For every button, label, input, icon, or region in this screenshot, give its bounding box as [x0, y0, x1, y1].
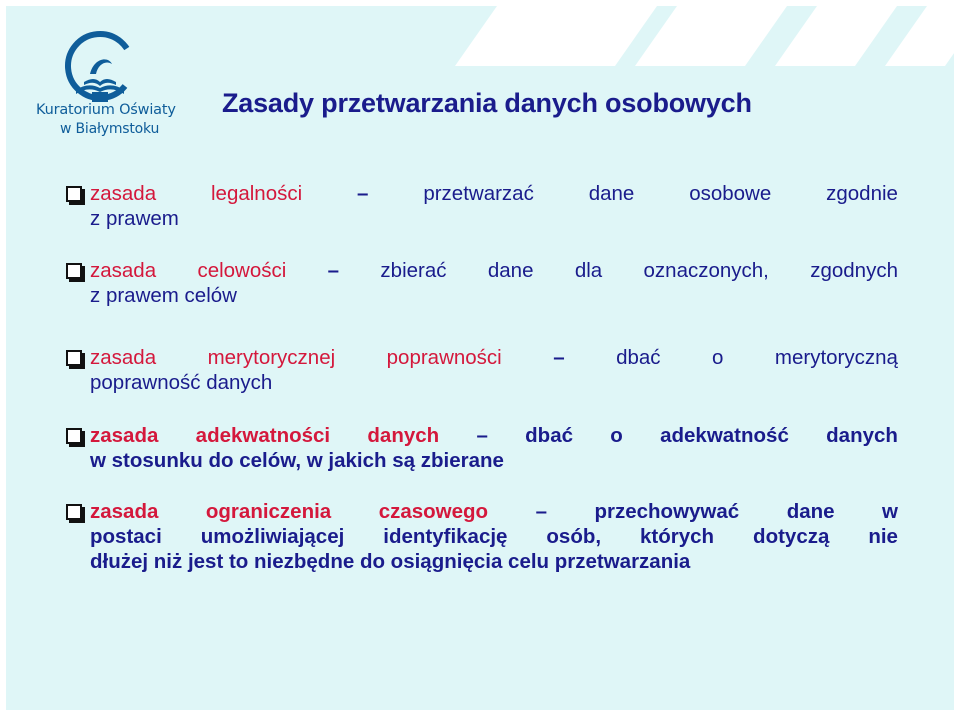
word: danych: [826, 424, 898, 447]
decorative-stripe: [775, 6, 897, 66]
word: których: [640, 525, 715, 548]
item-line: dłużej niż jest to niezbędne do osiągnięcia celu przetwarzania: [90, 550, 691, 573]
item-line: [90, 182, 898, 206]
checkbox-bullet-icon: [66, 428, 82, 444]
checkbox-bullet-icon: [66, 350, 82, 366]
word: merytoryczną: [774, 346, 898, 369]
word: celowości: [197, 259, 287, 282]
word: zbierać: [380, 259, 447, 282]
dash: –: [553, 346, 565, 369]
word: postaci: [90, 525, 162, 548]
slide-title: Zasady przetwarzania danych osobowych: [222, 88, 752, 118]
word: dane: [588, 182, 635, 205]
word: osób,: [546, 525, 602, 548]
dash: –: [476, 424, 488, 447]
item-line: [90, 525, 898, 549]
word: zasada: [90, 259, 157, 282]
word: zasada: [90, 424, 159, 447]
word: zasada: [90, 182, 157, 205]
checkbox-bullet-icon: [66, 504, 82, 520]
dash: –: [327, 259, 340, 282]
word: zgodnie: [826, 182, 898, 205]
word: umożliwiającej: [200, 525, 345, 548]
word: oznaczonych,: [643, 259, 769, 282]
decorative-stripe: [635, 6, 787, 66]
word: przetwarzać: [423, 182, 534, 205]
word: zasada: [90, 346, 157, 369]
word: adekwatności: [195, 424, 331, 447]
word: zgodnych: [810, 259, 898, 282]
item-line: [90, 500, 898, 524]
word: osobowe: [689, 182, 772, 205]
word: dane: [487, 259, 534, 282]
word: przechowywać: [594, 500, 740, 523]
item-line: [90, 424, 898, 448]
word: ograniczenia: [205, 500, 332, 523]
item-line: z prawem: [90, 207, 179, 230]
word: nie: [868, 525, 898, 548]
item-line: z prawem celów: [90, 284, 237, 307]
word: o: [712, 346, 724, 369]
word: merytorycznej: [207, 346, 336, 369]
word: dbać: [616, 346, 661, 369]
decorative-stripe: [885, 6, 960, 66]
word: legalności: [210, 182, 303, 205]
word: czasowego: [378, 500, 489, 523]
decorative-stripe: [455, 6, 657, 66]
dash: –: [357, 182, 369, 205]
checkbox-bullet-icon: [66, 263, 82, 279]
word: dotyczą: [753, 525, 830, 548]
word: adekwatność: [660, 424, 789, 447]
dash: –: [535, 500, 547, 523]
word: danych: [367, 424, 440, 447]
word: poprawności: [386, 346, 502, 369]
word: zasada: [90, 500, 159, 523]
word: identyfikację: [383, 525, 508, 548]
word: dla: [574, 259, 603, 282]
word: o: [610, 424, 623, 447]
word: dbać: [525, 424, 574, 447]
logo-text-name: Kuratorium Oświaty: [36, 102, 176, 118]
item-line: poprawność danych: [90, 371, 273, 394]
item-line: [90, 346, 898, 370]
item-line: w stosunku do celów, w jakich są zbierane: [90, 449, 504, 472]
checkbox-bullet-icon: [66, 186, 82, 202]
word: w: [882, 500, 898, 523]
logo-text-city: w Białymstoku: [60, 121, 160, 137]
item-line: [90, 259, 898, 283]
word: dane: [786, 500, 835, 523]
